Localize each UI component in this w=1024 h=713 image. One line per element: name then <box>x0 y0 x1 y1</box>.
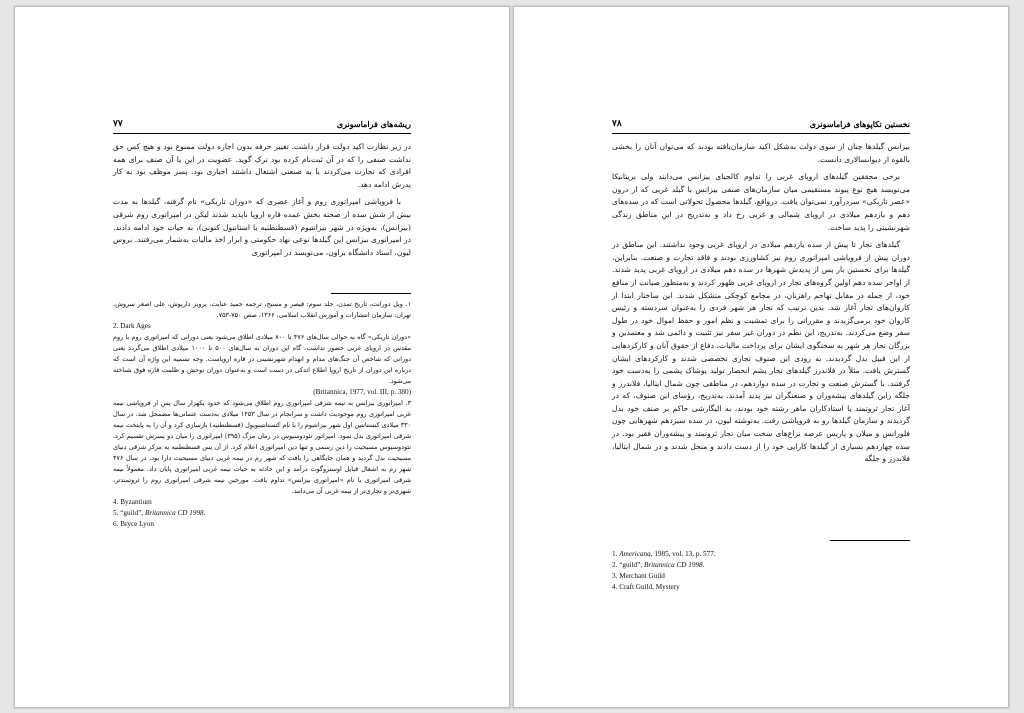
right-footnote-1: 1. Americana, 1985, vol. 13, p. 577. <box>612 550 716 558</box>
left-paragraph-2: با فروپاشی امپراتوری روم و آغاز عصری که «دوران تاریکی» نام گرفته، گیلدها به مدت بیش از شش سده از صحنه بخش عمده قاره اروپا ناپدید شدند لیکن در امپراتوری روم شرقی (بیزانس)، به‌ویژه در شهر بیزانتیوم (قسطنطنیه یا استانبول کنونی)، به حیات خود ادامه دادند. در امپراتوری بیزانس این گیلدها نوعی نهاد حکومتی و ابزار اخذ مالیات به‌شمار می‌رفتند. بروس لیون، استاد دانشگاه براون، می‌نویسد در امپراتوری <box>113 197 411 257</box>
left-running-title: ریشه‌های فراماسونری <box>336 119 411 129</box>
left-page-header <box>113 119 411 134</box>
left-footnote-3-body: ۳. امپراتوری بیزانس به نیمه شرقی امپراتوری روم اطلاق می‌شود که حدود یکهزار سال پس از فروپاشی نیمه غربی امپراتوری روم موجودیت داشت و سرانجام در سال ۱۴۵۳ میلادی به‌دست عثمانی‌ها مضمحل شد. در سال ۳۳۰ میلادی کنستانتین اول شهر بیزانتیوم را با نام کنستانتینوپول (قسطنطنیه) بازسازی کرد و آن را به پایتخت نیمه شرقی امپراتوری بدل نمود. امپراتور تئودوسیوس در زمان مرگ (۳۹۵) امپراتوری را میان دو پسرش تقسیم کرد. تئودوسیوس مسیحیت را دین رسمی و تنها دین امپراتوری اعلام کرد. از آن پس قسطنطنیه به مرکز شرقی دنیای مسیحیت بدل گردید و همان جایگاهی را یافت که شهر رم در نیمه غربی دنیای مسیحیت دارا بود. در سال ۴۷۶ شهر رم به اشغال قبایل اوستروگوت درآمد و این حادثه به حیات نیمه غربی امپراتوری پایان داد. معمولاً نیمه شرقی امپراتوری با نام «امپراتوری بیزانس» تداوم یافت. مورخین نیمه شرقی امپراتوری روم را ثروتمندتر، شهری‌تر و تجاری‌تر از نیمه غربی آن می‌دانند. <box>113 399 412 495</box>
left-page-number: ۷۷ <box>113 119 123 129</box>
right-page-number: ۷۸ <box>612 119 622 129</box>
right-paragraph-2: برخی محققین گیلدهای اروپای غربی را تداوم کالجیای بیزانس می‌دانند ولی بریتانیکا می‌نویسد هیچ نوع پیوند مستقیمی میان سازمان‌های صنفی بیزانس با گیلد غربی که از درون «عصر تاریکی» سردرآورد نمی‌توان یافت. درواقع، گیلدها محصول تحولاتی است که در سده‌های دهم و یازدهم میلادی در اروپای شمالی و غربی رخ داد و به‌تدریج در این مناطق زندگی شهرنشینی را پدید ساخت. <box>612 172 910 232</box>
left-footnotes <box>113 299 411 530</box>
left-page <box>14 6 510 708</box>
left-body-text <box>113 141 411 259</box>
right-footnote-separator <box>830 540 910 541</box>
right-running-title: نخستین تکاپوهای فراماسونری <box>809 119 910 129</box>
left-footnote-4: 4. Byzantium <box>113 498 152 506</box>
left-footnote-2-citation: (Britannica, 1977, vol. III, p. 380) <box>313 388 411 396</box>
left-footnote-5: 5. “guild”, Britannica CD 1998. <box>113 509 206 517</box>
right-paragraph-3: گیلدهای تجار تا پیش از سده یازدهم میلادی در اروپای غربی وجود نداشتند. این مناطق در دوران پیش از فروپاشی امپراتوری روم نیز کشاورزی بودند و فاقد تجارت و صنعت. بنابراین، گیلدها برای نخستین بار پس از پدیدش شهرها در سده دهم میلادی در اروپای غربی پدید شدند. از اواخر سده دهم اولین گروه‌های تجار در اروپای غربی ظهور کردند و به‌منظور صیانت از منافع خود، از جمله در مقابل تهاجم راهزنان، در مجامع کوچکی متشکل شدند. این ساختار ابتدا از کاروان‌های تجار آغاز شد. بدین ترتیب که تجار هر شهر فردی را به‌عنوان سردسته و رئیس کاروان خود برمی‌گزیدند و مقرراتی را برای تمشیت و نظم امور و حفظ اموال خود در طول سفر وضع می‌کردند. به‌تدریج، این نظم در دوران غیر سفر نیز تثبیت و دائمی شد و معتمدین و بزرگان تجار هر شهر به سخنگوی ایشان برای پرداخت مالیات، دفاع از حقوق آنان و کارکردهایی از این قبیل بدل گردیدند. به زودی این صنوف تجاری تخصصی شدند و کارکردهای ایشان گسترش یافت. مثلاً در فلاندرز گیلدهای تجار پشم انحصار تولید پوشاک پشمی را به‌دست خود گرفتند. با گسترش صنعت و تجارت در سده دوازدهم، در مناطقی چون شمال ایتالیا، فلاندرز و جلگه راین گیلدهای پیشه‌وران و صنعتگران نیز پدید آمدند. به‌تدریج، رؤسای این صنوف، که در آغاز تجار ثروتمند یا استادکاران ماهر رشته خود بودند، به الیگارشی حاکم بر صنف خود بدل گردیدند و سازمان گیلدها رو به فروپاشی رفت. به‌نوشته لیون، در سده سیزدهم شهرهایی چون فلورانس و میلان و پاریس عرصه نزاع‌های سخت میان تجار ثروتمند و پیشه‌وران فقیر بود. در سده چهاردهم بسیاری از گیلدها کارایی خود را از دست دادند و منحل شدند و در شمال ایتالیا، فلاندرز و جلگه <box>612 240 910 464</box>
right-body-text <box>612 141 910 466</box>
left-footnote-2-body: «دوران تاریکی» گاه به حوالی سال‌های ۴۷۶ تا ۸۰۰ میلادی اطلاق می‌شود یعنی دورانی که امپراتوری روم با روم مقدس در اروپای غربی حضور نداشت. گاه این دوران به سال‌های ۵۰۰ تا ۱۰۰۰ میلادی اطلاق می‌گردد یعنی دورانی که شاخص آن جنگ‌های مدام و انهدام شهرنشینی در قاره اروپاست. وجه تسمیه این واژه آن است که درباره این دوران از تاریخ اروپا اطلاع اندکی در دست است و به‌عنوان دوران توحش و ظلمت قاره فوق شناخته می‌شود. <box>113 333 411 385</box>
right-footnote-3: 3. Merchant Guild <box>612 572 665 580</box>
right-page <box>513 6 1009 708</box>
right-footnote-4: 4. Craft Guild, Mystery <box>612 583 680 591</box>
right-paragraph-1: بیزانس گیلدها چنان از سوی دولت به‌شکل اکید سازمان‌یافته بودند که می‌توان آنان را بخشی بالقوه از دیوانسالاری دانست. <box>612 142 910 164</box>
left-footnote-1: ۱. ویل دورانت، تاریخ تمدن، جلد سوم: قیصر و مسیح، ترجمه حمید عنایت، پرویز داریوش، علی اصغر سروش، تهران: سازمان انتشارات و آموزش انقلاب اسلامی، ۱۳۶۶، صص ۷۵۰-۷۵۳. <box>113 300 411 319</box>
right-page-header <box>612 119 910 134</box>
right-footnotes <box>612 549 910 593</box>
left-footnote-2-term: 2. Dark Ages <box>113 322 151 330</box>
left-footnote-6: 6. Bryce Lyon <box>113 520 154 528</box>
right-footnote-2: 2. “guild”, Britannica CD 1998. <box>612 561 705 569</box>
left-paragraph-1: در زیر نظارت اکید دولت قرار داشت. تغییر حرفه بدون اجازه دولت ممنوع بود و هیچ کس حق نداشت صنفی را که در آن ثبت‌نام کرده بود ترک گوید. عضویت در این یا آن صنف برای همه افرادی که تجارت می‌کردند یا به صنعتی اشتغال داشتند اجباری بود. پسر موظف بود به کار پدرش ادامه دهد. <box>113 142 411 189</box>
left-footnote-separator <box>331 293 411 294</box>
